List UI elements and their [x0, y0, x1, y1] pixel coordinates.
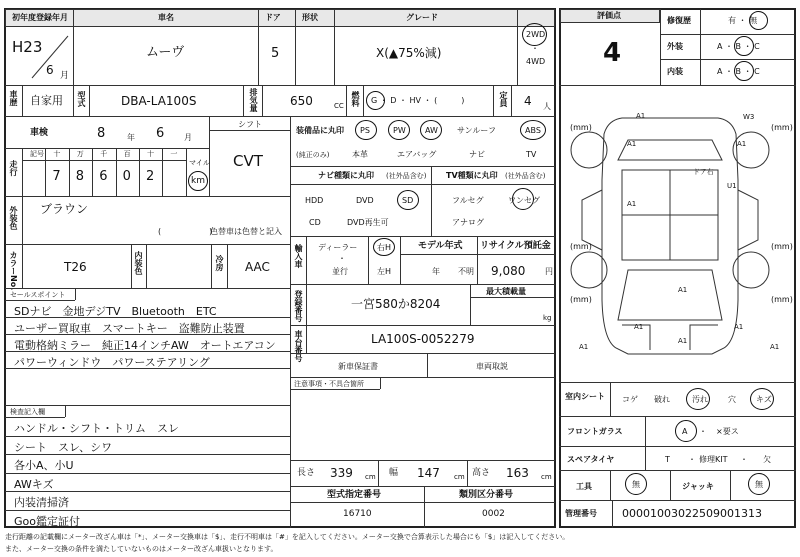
tyre-front-left: [571, 132, 607, 168]
divider: [559, 85, 796, 86]
shape-label: 形状: [302, 13, 318, 22]
sales-point-line: パワーウィンドウ パワーステアリング: [14, 356, 210, 369]
divider: [380, 377, 381, 389]
divider: [209, 130, 290, 131]
seat-option: コゲ: [622, 395, 638, 404]
mileage-unit-label: 十: [147, 150, 154, 158]
divider: [186, 148, 187, 196]
import-dealer: ディーラー: [318, 243, 358, 252]
divider: [431, 166, 432, 236]
divider: [69, 148, 70, 196]
tv-analog: アナログ: [452, 218, 484, 227]
first-reg-era: H23: [12, 38, 43, 56]
divider: [75, 288, 76, 300]
max-load-label: 最大積載量: [486, 287, 526, 296]
divider: [378, 460, 379, 486]
divider: [5, 85, 555, 86]
footer-note-1: 走行距離の記載欄にメーター改ざん車は「*」、メーター交換車は「$」、走行不明車は「#」を記入してください。メーター交換で合算表示した場合にも「$」は記入してください。: [5, 533, 570, 541]
damage-mark: A1: [627, 200, 637, 208]
model-year-unknown: 不明: [458, 267, 474, 276]
mileage-label: 走行: [9, 160, 18, 176]
glass-opt-a: A: [682, 427, 688, 436]
divider: [5, 148, 209, 149]
model-year-unit: 年: [432, 267, 440, 276]
divider: [295, 9, 296, 85]
seat-option: 破れ: [654, 395, 670, 404]
divider: [290, 236, 555, 237]
navi-dvd-play: DVD再生可: [347, 218, 389, 227]
rating-label: 評価点: [597, 11, 621, 20]
class-number-value: 0002: [482, 509, 505, 519]
repair-selected-circle: [749, 11, 768, 30]
use-label: 車歴: [9, 90, 18, 106]
diagram-center-label: ドア右: [693, 168, 714, 176]
interior-opts: A ・ B ・ C: [717, 67, 760, 76]
width-unit: cm: [454, 473, 465, 481]
use-value: 自家用: [30, 94, 63, 107]
inspector-note-line: シート スレ、シワ: [14, 440, 113, 454]
drive-2wd: 2WD: [526, 30, 546, 39]
model-label: 型式: [77, 91, 86, 107]
divider: [334, 9, 335, 85]
diagram-bracket-bl: (mm): [570, 295, 592, 304]
recycle-value: 9,080: [491, 264, 526, 278]
divider: [477, 236, 478, 284]
divider: [660, 59, 795, 60]
import-right: 右H: [377, 243, 392, 252]
divider: [470, 284, 471, 325]
divider: [290, 184, 555, 185]
glass-opt-dot: ・: [699, 427, 707, 436]
divider: [65, 405, 66, 417]
divider: [306, 325, 307, 353]
model-value: DBA-LA100S: [121, 94, 197, 108]
divider: [290, 166, 555, 167]
inspection-year: 8: [97, 126, 106, 141]
management-value: 00001003022509001313: [622, 507, 762, 520]
divider: [146, 244, 147, 288]
import-label: 輸入車: [294, 244, 303, 268]
management-label: 管理番号: [565, 509, 597, 518]
manual-label: 車両取説: [476, 362, 508, 371]
equipment-item: サンルーフ: [457, 126, 496, 135]
class-number-label: 類別区分番号: [459, 490, 514, 500]
equipment-item: TV: [526, 150, 537, 159]
car-name-value: ムーヴ: [146, 45, 185, 60]
equipment-label: 装備品に丸印: [296, 126, 344, 135]
exterior-color-paren: ( ): [158, 227, 213, 236]
divider: [424, 486, 425, 528]
inspection-year-unit: 年: [127, 133, 135, 142]
inspector-label: 検査記入欄: [10, 408, 45, 416]
damage-mark: W3: [743, 113, 755, 121]
divider: [511, 85, 512, 116]
navi-label: ナビ種類に丸印: [318, 171, 374, 180]
drive-4wd: 4WD: [526, 57, 546, 66]
interior-selected-circle: [734, 61, 754, 81]
inspector-note-line: 各小A、小U: [14, 459, 74, 472]
spare-option: 欠: [763, 455, 771, 464]
divider: [559, 382, 796, 383]
car-condition-diagram: [562, 110, 794, 375]
interior-color-label: 内装色: [134, 251, 143, 275]
grade-value: X(▲75%減): [376, 46, 442, 60]
divider: [5, 491, 290, 492]
divider: [610, 470, 611, 500]
divider: [89, 85, 90, 116]
divider: [427, 353, 428, 377]
chassis-value: LA100S-0052279: [371, 332, 475, 346]
color-code-value: T26: [64, 260, 87, 274]
divider: [363, 85, 364, 116]
type-number-label: 型式指定番号: [327, 490, 382, 500]
diagram-bracket-br: (mm): [771, 295, 793, 304]
damage-mark: A1: [627, 140, 637, 148]
tyre-front-right: [733, 132, 769, 168]
chassis-label: 車台番号: [294, 330, 303, 362]
drive-dot: ・: [531, 44, 539, 53]
divider: [493, 85, 494, 116]
divider: [5, 317, 290, 318]
exterior-color-note: 色替車は色替と記入: [210, 227, 282, 236]
grade-label: グレード: [406, 13, 438, 22]
spare-label: スペアタイヤ: [567, 455, 615, 464]
divider: [5, 300, 75, 301]
divider: [116, 148, 117, 196]
equipment-item: PW: [393, 126, 406, 135]
damage-mark: A1: [634, 323, 644, 331]
divider: [139, 148, 140, 196]
spare-option: T: [665, 455, 670, 464]
damage-mark: A1: [770, 343, 780, 351]
seat-option: キズ: [756, 395, 772, 404]
navi-note: (社外品含む): [386, 172, 427, 180]
spare-option: 修理KIT: [699, 455, 728, 464]
divider: [700, 9, 701, 85]
sales-point-line: 電動格納ミラー 純正14インチAW オートエアコン: [14, 339, 276, 352]
divider: [290, 389, 380, 390]
damage-mark: A1: [579, 343, 589, 351]
divider: [258, 9, 259, 85]
first-reg-label: 初年度登録年月: [12, 13, 68, 22]
sales-point-line: ユーザー買取車 スマートキー 盗難防止装置: [14, 322, 245, 335]
glass-label: フロントガラス: [567, 427, 623, 436]
divider: [290, 486, 555, 487]
repair-opts: 有 ・ 無: [728, 16, 758, 25]
divider: [5, 351, 290, 352]
divider: [5, 244, 290, 245]
import-left: 左H: [377, 267, 392, 276]
max-load-unit: kg: [543, 314, 552, 322]
capacity-label: 定員: [499, 91, 508, 107]
recycle-unit: 円: [545, 267, 553, 276]
divider: [5, 510, 290, 511]
divider: [5, 417, 65, 418]
type-number-value: 16710: [343, 509, 372, 519]
diagram-bracket-tr: (mm): [771, 123, 793, 132]
equipment-item: AW: [425, 126, 438, 135]
divider: [5, 334, 290, 335]
registration-value: 一宮580か8204: [351, 297, 441, 311]
equipment-item: ナビ: [469, 150, 485, 159]
model-year-label: モデル年式: [418, 241, 463, 251]
divider: [22, 160, 186, 161]
jack-label: ジャッキ: [682, 482, 714, 491]
glass-opt-replace: ×要ス: [716, 427, 739, 436]
divider: [22, 85, 23, 116]
divider: [227, 244, 228, 288]
divider: [610, 382, 611, 416]
ac-label: 冷房: [215, 255, 224, 271]
mileage-digit: 0: [122, 169, 131, 184]
mileage-unit-label: 記号: [30, 150, 44, 158]
sales-point-line: SDナビ 金地デジTV Bluetooth ETC: [14, 305, 217, 318]
mileage-unit-label: 百: [123, 150, 131, 158]
fuel-label: 燃料: [351, 91, 360, 107]
divider: [660, 34, 795, 35]
width-value: 147: [417, 466, 440, 480]
divider: [131, 244, 132, 288]
displacement-unit: CC: [334, 102, 344, 110]
divider: [660, 9, 661, 85]
divider: [306, 284, 307, 325]
divider: [670, 470, 671, 500]
mileage-digit: 7: [52, 169, 61, 184]
divider: [645, 416, 646, 446]
navi-cd: CD: [309, 218, 321, 227]
divider: [5, 454, 290, 455]
divider: [5, 196, 290, 197]
mileage-unit: km: [191, 176, 205, 186]
spare-option: ・: [688, 455, 696, 464]
divider: [559, 446, 796, 447]
diagram-bracket-mr: (mm): [771, 242, 793, 251]
displacement-label: 排気量: [249, 88, 258, 112]
equipment-sub: (純正のみ): [296, 151, 330, 159]
diagram-bracket-ml: (mm): [570, 242, 592, 251]
mile-label: マイル: [189, 159, 210, 167]
footer-note-2: また、メーター交換の条件を満たしていないものはメーター改ざん車扱いとなります。: [5, 545, 278, 553]
mileage-digit: 2: [146, 169, 155, 184]
damage-mark: A1: [636, 112, 646, 120]
navi-hdd: HDD: [305, 196, 324, 205]
length-unit: cm: [365, 473, 376, 481]
height-value: 163: [506, 466, 529, 480]
mileage-unit-label: 千: [100, 150, 108, 158]
navi-dvd: DVD: [356, 196, 374, 205]
exterior-label: 外装: [667, 42, 683, 51]
divider: [559, 470, 796, 471]
inspector-note-line: 内装清掃済: [14, 496, 69, 509]
divider: [22, 244, 23, 288]
mileage-unit-label: 万: [76, 150, 84, 158]
divider: [45, 148, 46, 196]
first-reg-month-unit: 月: [60, 71, 70, 81]
divider: [559, 416, 796, 417]
divider: [5, 288, 290, 289]
divider: [612, 500, 613, 528]
divider: [243, 85, 244, 116]
divider: [162, 148, 163, 196]
doors-value: 5: [271, 46, 280, 61]
divider: [400, 236, 401, 284]
equipment-item: ABS: [525, 126, 541, 135]
divider: [290, 284, 555, 285]
capacity-value: 4: [524, 94, 532, 108]
divider: [92, 148, 93, 196]
ac-value: AAC: [245, 260, 270, 274]
divider: [211, 244, 212, 288]
inspection-month-unit: 月: [184, 133, 192, 142]
divider: [346, 85, 347, 116]
divider: [5, 405, 290, 406]
notes-label: 注意事項・不具合箇所: [294, 380, 364, 388]
import-parallel: 並行: [332, 267, 348, 276]
seat-option: 穴: [728, 395, 736, 404]
damage-mark: A1: [737, 140, 747, 148]
damage-mark: A1: [678, 337, 688, 345]
divider: [22, 148, 23, 196]
height-unit: cm: [541, 473, 552, 481]
inspector-note-line: ハンドル・シフト・トリム スレ: [14, 422, 179, 435]
divider: [73, 85, 74, 116]
inspector-note-line: Goo鑑定証付: [14, 514, 80, 528]
tv-oneseg: ワンセグ: [508, 196, 540, 205]
mileage-unit-label: 一: [170, 150, 178, 158]
divider: [467, 460, 468, 486]
divider: [5, 116, 555, 117]
height-label: 高さ: [472, 468, 491, 478]
divider: [306, 236, 307, 284]
length-label: 長さ: [297, 468, 316, 478]
fuel-options: G ・ D ・ HV ・ ( ): [371, 96, 465, 105]
tv-note: (社外品含む): [505, 172, 546, 180]
tv-label: TV種類に丸印: [446, 171, 498, 180]
sales-points-label: セールスポイント: [10, 291, 66, 299]
exterior-color-value: ブラウン: [40, 202, 89, 216]
divider: [290, 460, 555, 461]
repair-label: 修復歴: [667, 16, 691, 25]
exterior-color-label: 外装色: [9, 206, 18, 230]
displacement-value: 650: [290, 94, 313, 108]
divider: [290, 325, 555, 326]
car-name-label: 車名: [158, 13, 174, 22]
warranty-label: 新車保証書: [338, 362, 378, 371]
length-value: 339: [330, 466, 353, 480]
divider: [645, 446, 646, 470]
divider: [209, 116, 210, 196]
rating-value: 4: [603, 38, 622, 68]
divider: [559, 500, 796, 501]
exterior-selected-circle: [734, 36, 754, 56]
width-label: 幅: [389, 468, 399, 478]
divider: [5, 473, 290, 474]
navi-sd: SD: [402, 196, 414, 205]
shift-label: シフト: [238, 120, 262, 129]
tools-value: 無: [632, 480, 640, 489]
damage-mark: A1: [734, 323, 744, 331]
diagram-bracket-tl: (mm): [570, 123, 592, 132]
seat-label: 室内シート: [565, 392, 605, 401]
divider: [290, 502, 555, 503]
mileage-unit-label: 十: [53, 150, 61, 158]
damage-mark: U1: [727, 182, 737, 190]
divider: [5, 368, 290, 369]
recycle-label: リサイクル預託金: [480, 241, 551, 251]
equipment-item: エアバッグ: [397, 150, 437, 159]
capacity-unit: 人: [543, 102, 551, 111]
divider: [517, 9, 518, 85]
inspection-label: 車検: [30, 128, 49, 138]
jack-value: 無: [755, 480, 763, 489]
mileage-digit: 6: [99, 169, 108, 184]
mileage-digit: 8: [75, 169, 85, 184]
shift-value: CVT: [233, 152, 263, 170]
divider: [73, 9, 74, 85]
divider: [5, 436, 290, 437]
equipment-item: 本革: [352, 150, 368, 159]
divider: [22, 196, 23, 244]
first-reg-month: 6: [46, 63, 54, 77]
inspection-month: 6: [156, 126, 165, 141]
divider: [290, 377, 555, 378]
exterior-opts: A ・ B ・ C: [717, 42, 760, 51]
divider: [368, 236, 369, 284]
divider: [290, 116, 291, 528]
divider: [470, 297, 555, 298]
divider: [262, 85, 263, 116]
divider: [290, 353, 555, 354]
tools-label: 工具: [576, 482, 592, 491]
equipment-item: PS: [360, 126, 370, 135]
door-label: ドア: [265, 13, 281, 22]
color-code-label: カラーNo.: [9, 251, 18, 291]
interior-label: 内装: [667, 67, 683, 76]
registration-label: 登録番号: [294, 290, 303, 322]
inspector-note-line: AWキズ: [14, 477, 54, 491]
divider: [730, 470, 731, 500]
damage-mark: A1: [678, 286, 688, 294]
spare-option: ・: [740, 455, 748, 464]
seat-option: 汚れ: [692, 395, 708, 404]
import-dot: ・: [338, 254, 346, 263]
tv-fullseg: フルセグ: [452, 196, 484, 205]
